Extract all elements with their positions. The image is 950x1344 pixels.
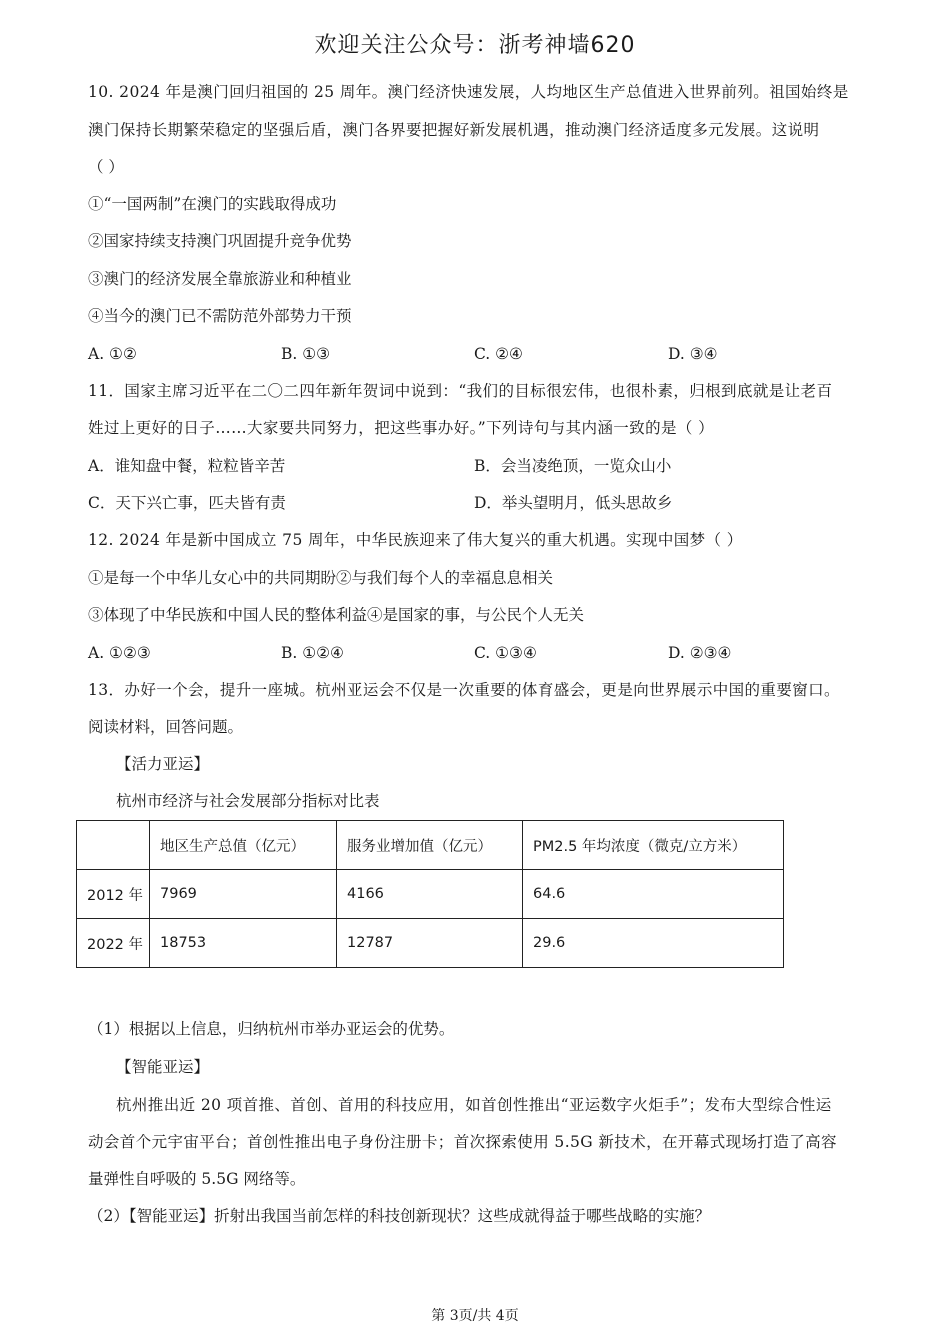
q11-option-d: D．举头望明月，低头思故乡 xyxy=(474,494,673,512)
table-header-cell: PM2.5 年均浓度（微克/立方米） xyxy=(523,821,784,870)
q11-line-1: 11．国家主席习近平在二〇二四年新年贺词中说到：“我们的目标很宏伟，也很朴素，归根到底就是让老百 xyxy=(88,382,833,400)
table-header-cell: 服务业增加值（亿元） xyxy=(337,821,523,870)
table-cell-year: 2012 年 xyxy=(77,870,150,919)
q10-option-b: B. ①③ xyxy=(281,345,331,363)
page-number: 第 3页/共 4页 xyxy=(431,1308,519,1324)
q10-statement-2: ②国家持续支持澳门巩固提升竞争优势 xyxy=(88,232,352,250)
table-cell: 4166 xyxy=(337,870,523,919)
q10-answer-blank: （ ） xyxy=(88,158,124,176)
q11-option-b: B．会当凌绝顶，一览众山小 xyxy=(474,457,672,475)
table-row xyxy=(77,870,784,919)
q12-option-a: A. ①②③ xyxy=(88,644,151,662)
q10-statement-1: ①“一国两制”在澳门的实践取得成功 xyxy=(88,195,337,213)
q11-line-2: 姓过上更好的日子……大家要共同努力，把这些事办好。”下列诗句与其内涵一致的是（ ） xyxy=(88,419,715,437)
table-header-cell: 地区生产总值（亿元） xyxy=(150,821,337,870)
q13-material-line-3: 量弹性自呼吸的 5.5G 网络等。 xyxy=(88,1170,306,1188)
table-cell: 7969 xyxy=(150,870,337,919)
q12-line-2: ①是每一个中华儿女心中的共同期盼②与我们每个人的幸福息息相关 xyxy=(88,569,554,587)
q13-line-1: 13．办好一个会，提升一座城。杭州亚运会不仅是一次重要的体育盛会，更是向世界展示中国的重要窗口。 xyxy=(88,681,840,699)
q13-table-caption: 杭州市经济与社会发展部分指标对比表 xyxy=(116,792,380,810)
q10-option-a: A. ①② xyxy=(88,345,137,363)
q13-subquestion-2: （2）【智能亚运】折射出我国当前怎样的科技创新现状？这些成就得益于哪些战略的实施？ xyxy=(88,1207,711,1225)
q12-option-d: D. ②③④ xyxy=(668,644,732,662)
q10-line-2: 澳门保持长期繁荣稳定的坚强后盾，澳门各界要把握好新发展机遇，推动澳门经济适度多元发展。这说明 xyxy=(88,121,820,139)
q11-option-a: A．谁知盘中餐，粒粒皆辛苦 xyxy=(88,457,286,475)
q13-subquestion-1: （1）根据以上信息，归纳杭州市举办亚运会的优势。 xyxy=(88,1020,455,1038)
q10-option-d: D. ③④ xyxy=(668,345,718,363)
table-cell: 64.6 xyxy=(523,870,784,919)
q13-line-2: 阅读材料，回答问题。 xyxy=(88,718,244,736)
q13-section-smart-title: 【智能亚运】 xyxy=(116,1058,210,1076)
q12-option-b: B. ①②④ xyxy=(281,644,344,662)
q12-option-c: C. ①③④ xyxy=(474,644,537,662)
q13-material-line-1: 杭州推出近 20 项首推、首创、首用的科技应用，如首创性推出“亚运数字火炬手”；发布大型综合性运 xyxy=(116,1096,832,1114)
table-cell: 29.6 xyxy=(523,919,784,968)
q10-option-c: C. ②④ xyxy=(474,345,523,363)
q13-material-line-2: 动会首个元宇宙平台；首创性推出电子身份注册卡；首次探索使用 5.5G 新技术，在开幕式现场打造了高容 xyxy=(88,1133,837,1151)
table-cell: 18753 xyxy=(150,919,337,968)
table-cell: 12787 xyxy=(337,919,523,968)
table-header-row xyxy=(77,821,784,870)
q13-section-vitality-title: 【活力亚运】 xyxy=(116,755,210,773)
table-row xyxy=(77,919,784,968)
q12-line-3: ③体现了中华民族和中国人民的整体利益④是国家的事，与公民个人无关 xyxy=(88,606,585,624)
page-header: 欢迎关注公众号：浙考神墙620 xyxy=(314,33,636,58)
q10-line-1: 10. 2024 年是澳门回归祖国的 25 周年。澳门经济快速发展，人均地区生产总值进入世界前列。祖国始终是 xyxy=(88,83,849,101)
q10-statement-3: ③澳门的经济发展全靠旅游业和种植业 xyxy=(88,270,352,288)
q10-statement-4: ④当今的澳门已不需防范外部势力干预 xyxy=(88,307,352,325)
table-header-cell xyxy=(77,821,150,870)
table-cell-year: 2022 年 xyxy=(77,919,150,968)
q12-line-1: 12. 2024 年是新中国成立 75 周年，中华民族迎来了伟大复兴的重大机遇。实现中国梦（ ） xyxy=(88,531,743,549)
q11-option-c: C．天下兴亡事，匹夫皆有责 xyxy=(88,494,286,512)
hangzhou-indicator-table xyxy=(76,820,784,968)
